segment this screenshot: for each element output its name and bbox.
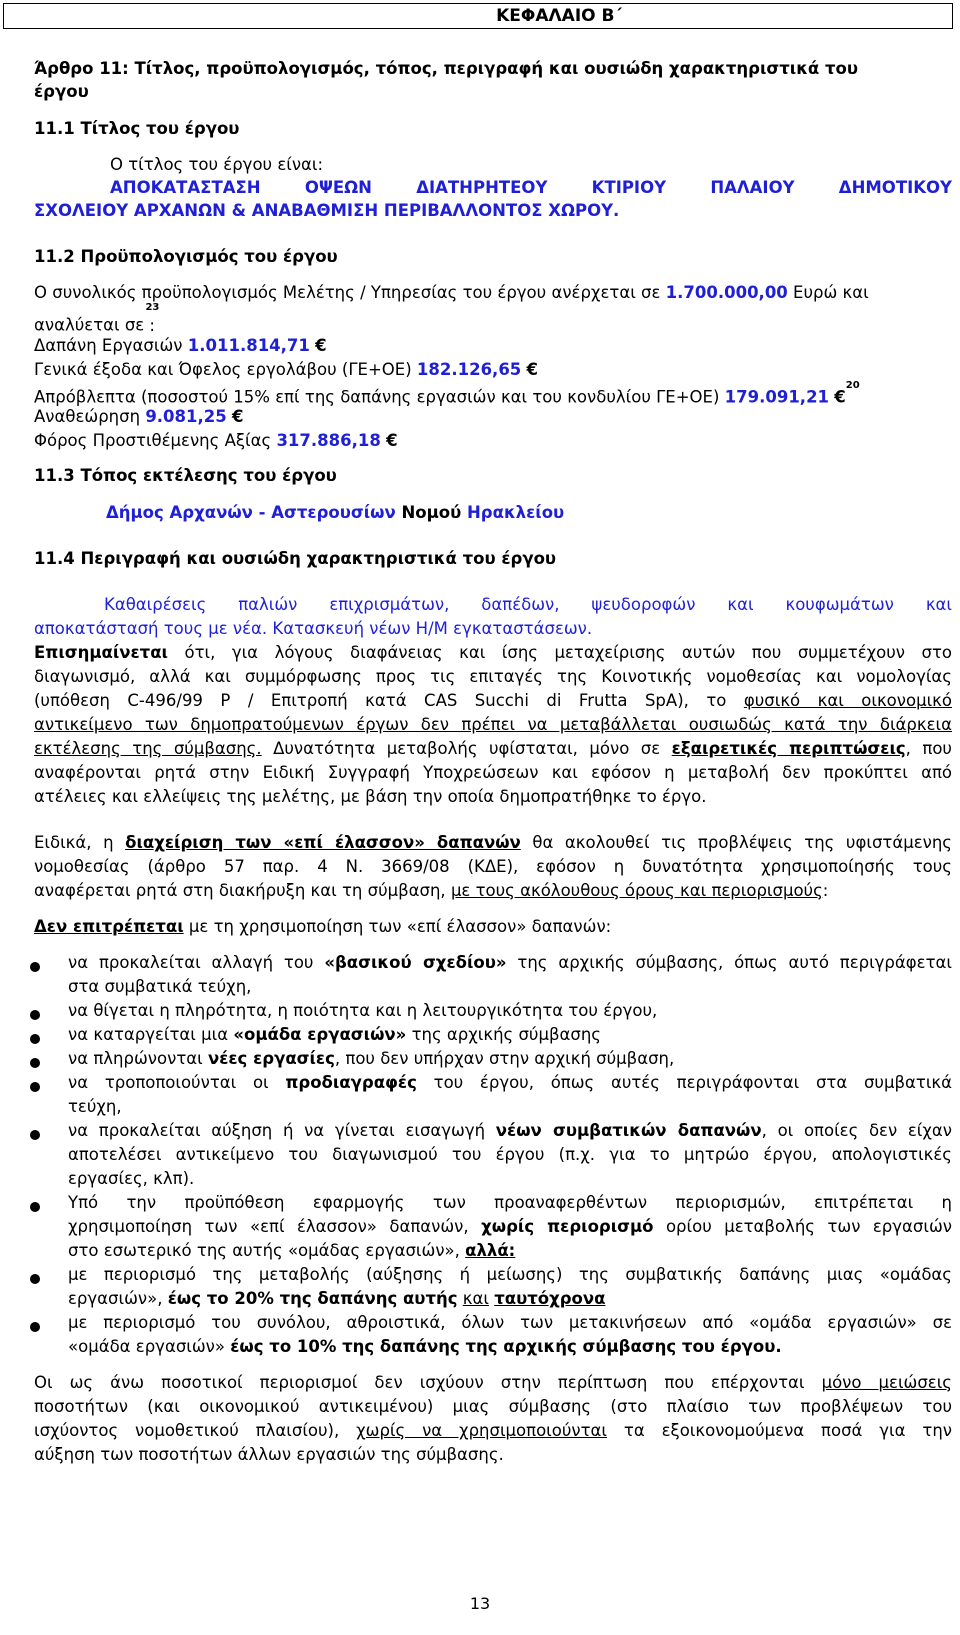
bullet-icon [30, 1058, 40, 1068]
list-item-cont: αποτελέσει αντικείμενο του διαγωνισμού του έργου (π.χ. για το μητρώο έργου, απολογιστικές [68, 1145, 952, 1164]
project-location: Δήμος Αρχανών - Αστερουσίων Νομού Ηρακλείου [106, 503, 565, 522]
revision-line: Αναθεώρηση 9.081,25 € [34, 407, 244, 426]
euro-icon: € [315, 336, 327, 355]
list-item: να προκαλείται αύξηση ή να γίνεται εισαγωγή νέων συμβατικών δαπανών, οι οποίες δεν είχαν [68, 1121, 952, 1140]
project-title-line1: ΑΠΟΚΑΤΑΣΤΑΣΗ ΟΨΕΩΝ ΔΙΑΤΗΡΗΤΕΟΥ ΚΤΙΡΙΟΥ ΠΑΛΑΙΟΥ ΔΗΜΟΤΙΚΟΥ [110, 178, 952, 197]
section-11-2-heading: 11.2 Προϋπολογισμός του έργου [34, 247, 338, 266]
euro-icon: € [834, 387, 846, 407]
section-11-3-heading: 11.3 Τόπος εκτέλεσης του έργου [34, 466, 337, 485]
euro-icon: € [386, 431, 398, 450]
bullet-icon [30, 1010, 40, 1020]
article-title: Άρθρο 11: Τίτλος, προϋπολογισμός, τόπος, περιγραφή και ουσιώδη χαρακτηριστικά του [34, 59, 859, 78]
list-item-cont: εργασιών», έως το 20% της δαπάνης αυτής και ταυτόχρονα [68, 1289, 606, 1308]
budget-breakdown-intro: αναλύεται σε $^{23}$: [34, 302, 160, 335]
budget-total-value: 1.700.000,00 [665, 283, 788, 302]
note-line6: αναφέρονται ρητά στην Ειδική Συγγραφή Υποχρεώσεων και εφόσον η μεταβολή δεν προκύπτει από [34, 763, 952, 782]
bullet-icon [30, 1322, 40, 1332]
bullet-icon [30, 1082, 40, 1092]
special-line1: Ειδικά, η διαχείριση των «επί έλασσον» δαπανών θα ακολουθεί τις προβλέψεις της υφιστάμενης [34, 833, 952, 852]
list-item-cont: στα συμβατικά τεύχη, [68, 977, 252, 996]
section-11-4-heading: 11.4 Περιγραφή και ουσιώδη χαρακτηριστικά του έργου [34, 549, 557, 568]
chapter-header [3, 3, 953, 29]
list-item: να θίγεται η πληρότητα, η ποιότητα και η λειτουργικότητα του έργου, [68, 1001, 658, 1020]
note-line5: εκτέλεσης της σύμβασης. Δυνατότητα μεταβολής υφίσταται, μόνο σε εξαιρετικές περιπτώσεις, που [34, 739, 952, 758]
list-item: να καταργείται μια «ομάδα εργασιών» της αρχικής σύμβασης [68, 1025, 601, 1044]
euro-icon: € [231, 407, 244, 426]
list-item: Υπό την προϋπόθεση εφαρμογής των προαναφερθέντων περιορισμών, επιτρέπεται η [68, 1193, 952, 1212]
vat-value: 317.886,18 [276, 431, 381, 450]
description-line2: αποκατάστασή τους με νέα. Κατασκευή νέων Η/Μ εγκαταστάσεων. [34, 619, 593, 638]
list-item: να προκαλείται αλλαγή του «βασικού σχεδίου» της αρχικής σύμβασης, όπως αυτό περιγράφεται [68, 953, 952, 972]
revision-value: 9.081,25 [145, 407, 227, 426]
contingency-line: Απρόβλεπτα (ποσοστού 15% επί της δαπάνης εργασιών και του κονδυλίου ΓΕ+ΟΕ) 179.091,21 €$^{20}$ [34, 380, 860, 407]
list-item-cont: στο εσωτερικό της αυτής «ομάδας εργασιών», αλλά: [68, 1241, 516, 1260]
budget-total-line: Ο συνολικός προϋπολογισμός Μελέτης / Υπηρεσίας του έργου ανέρχεται σε 1.700.000,00 Ευρώ και [34, 283, 869, 302]
note-line2: διαγωνισμό, αλλά και συμμόρφωσης προς τις επιταγές της Κοινοτικής νομοθεσίας και νομολογίας [34, 667, 952, 686]
list-item-cont: εργασίες, κλπ). [68, 1169, 195, 1188]
footnote-20: 20 [845, 380, 860, 391]
note-line7: ατέλειες και ελλείψεις της μελέτης, με βάση την οποία δημοπρατήθηκε το έργο. [34, 787, 707, 806]
bullet-icon [30, 1202, 40, 1212]
title-intro: Ο τίτλος του έργου είναι: [110, 155, 324, 174]
list-item-cont: «ομάδα εργασιών» έως το 10% της δαπάνης της αρχικής σύμβασης του έργου. [68, 1337, 782, 1356]
vat-line: Φόρος Προστιθέμενης Αξίας 317.886,18 € [34, 431, 398, 450]
article-title-cont: έργου [34, 82, 89, 101]
final-line4: αύξηση των ποσοτήτων άλλων εργασιών της σύμβασης. [34, 1445, 504, 1464]
special-line3: αναφέρεται ρητά στη διακήρυξη και τη σύμβαση, με τους ακόλουθους όρους και περιορισμούς: [34, 881, 829, 900]
footnote-23: 23 [145, 302, 160, 313]
final-line2: ποσοτήτων (και οικονομικού αντικειμένου) μιας σύμβασης (στο πλαίσιο των προβλέψεων του [34, 1397, 952, 1416]
bullet-icon [30, 962, 40, 972]
overhead-line: Γενικά έξοδα και Όφελος εργολάβου (ΓΕ+ΟΕ) 182.126,65 € [34, 360, 539, 379]
special-line2: νομοθεσίας (άρθρο 57 παρ. 4 Ν. 3669/08 (ΚΔΕ), εφόσον η δυνατότητα χρησιμοποίησής τους [34, 857, 952, 876]
euro-icon: € [526, 360, 539, 379]
chapter-title: ΚΕΦΑΛΑΙΟ Β΄ [496, 6, 622, 26]
final-line3: ισχύοντος νομοθετικού πλαισίου), χωρίς να χρησιμοποιούνται τα εξοικονομούμενα ποσά για την [34, 1421, 952, 1440]
section-11-1-heading: 11.1 Τίτλος του έργου [34, 119, 240, 138]
list-item: με περιορισμό του συνόλου, αθροιστικά, όλων των μετακινήσεων από «ομάδα εργασιών» σε [68, 1313, 952, 1332]
page-number: 13 [469, 1594, 491, 1613]
list-item: να τροποποιούνται οι προδιαγραφές του έργου, όπως αυτές περιγράφονται στα συμβατικά [68, 1073, 952, 1092]
bullet-icon [30, 1034, 40, 1044]
description-line1: Καθαιρέσεις παλιών επιχρισμάτων, δαπέδων, ψευδοροφών και κουφωμάτων και [104, 595, 952, 614]
works-cost-value: 1.011.814,71 [187, 336, 310, 355]
bullet-icon [30, 1130, 40, 1140]
bullet-icon [30, 1274, 40, 1284]
note-line4: αντικείμενο των δημοπρατούμενων έργων δεν πρέπει να μεταβάλλεται ουσιωδώς κατά την διάρκεια [34, 715, 952, 734]
works-cost-line: Δαπάνη Εργασιών 1.011.814,71 € [34, 336, 327, 355]
overhead-value: 182.126,65 [416, 360, 522, 379]
list-item: με περιορισμό της μεταβολής (αύξησης ή μείωσης) της συμβατικής δαπάνης μιας «ομάδας [68, 1265, 952, 1284]
not-allowed-line: Δεν επιτρέπεται με τη χρησιμοποίηση των «επί έλασσον» δαπανών: [34, 917, 612, 936]
list-item: να πληρώνονται νέες εργασίες, που δεν υπήρχαν στην αρχική σύμβαση, [68, 1049, 675, 1068]
contingency-value: 179.091,21 [724, 387, 830, 407]
note-line1: Επισημαίνεται ότι, για λόγους διαφάνειας και ίσης μεταχείρισης αυτών που συμμετέχουν στο [34, 643, 952, 662]
list-item-cont: τεύχη, [68, 1097, 122, 1116]
note-line3: (υπόθεση C-496/99 Ρ / Επιτροπή κατά CAS Succhi di Frutta SpA), το φυσικό και οικονομικό [34, 691, 952, 710]
project-title-line2: ΣΧΟΛΕΙΟΥ ΑΡΧΑΝΩΝ & ΑΝΑΒΑΘΜΙΣΗ ΠΕΡΙΒΑΛΛΟΝΤΟΣ ΧΩΡΟΥ. [34, 201, 620, 220]
list-item-cont: χρησιμοποίηση των «επί έλασσον» δαπανών, χωρίς περιορισμό ορίου μεταβολής των εργασιών [68, 1217, 952, 1236]
final-line1: Οι ως άνω ποσοτικοί περιορισμοί δεν ισχύουν στην περίπτωση που επέρχονται μόνο μειώσεις [34, 1373, 952, 1392]
